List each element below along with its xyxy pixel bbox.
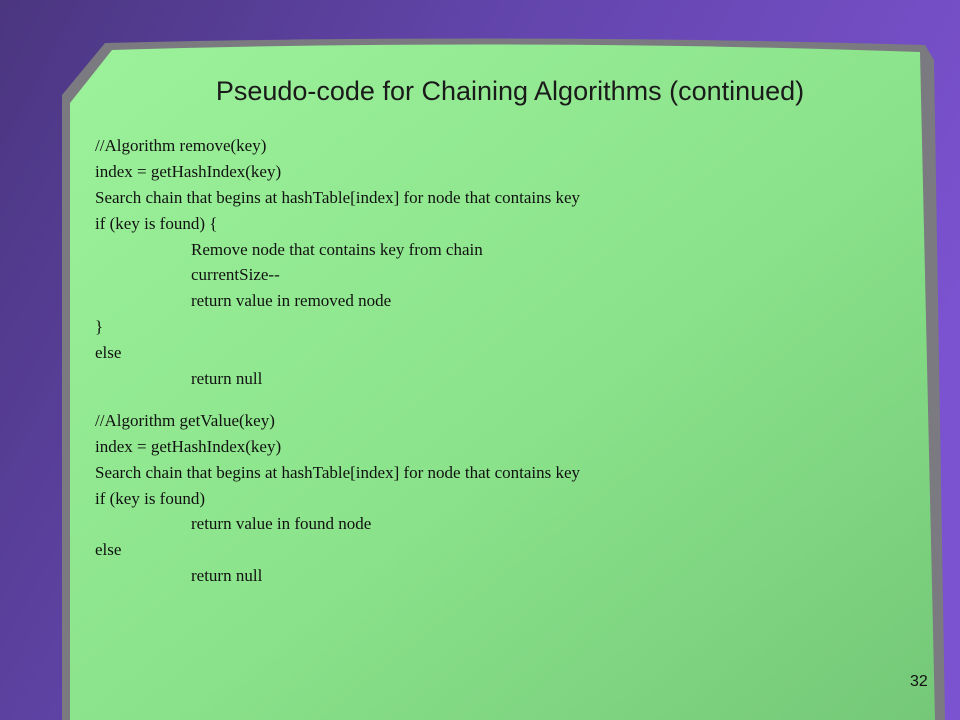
code-line: index = getHashIndex(key) bbox=[95, 436, 282, 456]
code-line: else bbox=[95, 343, 122, 363]
code-line: return value in found node bbox=[191, 514, 372, 534]
code-line: if (key is found) { bbox=[95, 213, 218, 233]
code-line: return null bbox=[191, 566, 263, 586]
remove-comment-line: //Algorithm remove(key) bbox=[95, 136, 267, 155]
code-line: return value in removed node bbox=[191, 291, 392, 311]
blank-line bbox=[95, 392, 875, 408]
slide-title: Pseudo-code for Chaining Algorithms (continued) bbox=[215, 76, 805, 106]
getvalue-comment-line: //Algorithm getValue(key) bbox=[95, 410, 275, 430]
code-line: index = getHashIndex(key) bbox=[95, 161, 282, 181]
code-line: else bbox=[95, 540, 122, 560]
code-line: currentSize-- bbox=[191, 265, 280, 285]
code-line: Search chain that begins at hashTable[index] for node that contains key bbox=[95, 187, 581, 207]
page-number: 32 bbox=[910, 673, 928, 690]
code-line: if (key is found) bbox=[95, 488, 206, 508]
code-line: Remove node that contains key from chain bbox=[191, 239, 483, 259]
code-line: Search chain that begins at hashTable[index] for node that contains key bbox=[95, 462, 581, 482]
code-line: return null bbox=[191, 369, 263, 389]
pseudo-code-block bbox=[95, 133, 875, 589]
code-line: } bbox=[95, 317, 104, 337]
